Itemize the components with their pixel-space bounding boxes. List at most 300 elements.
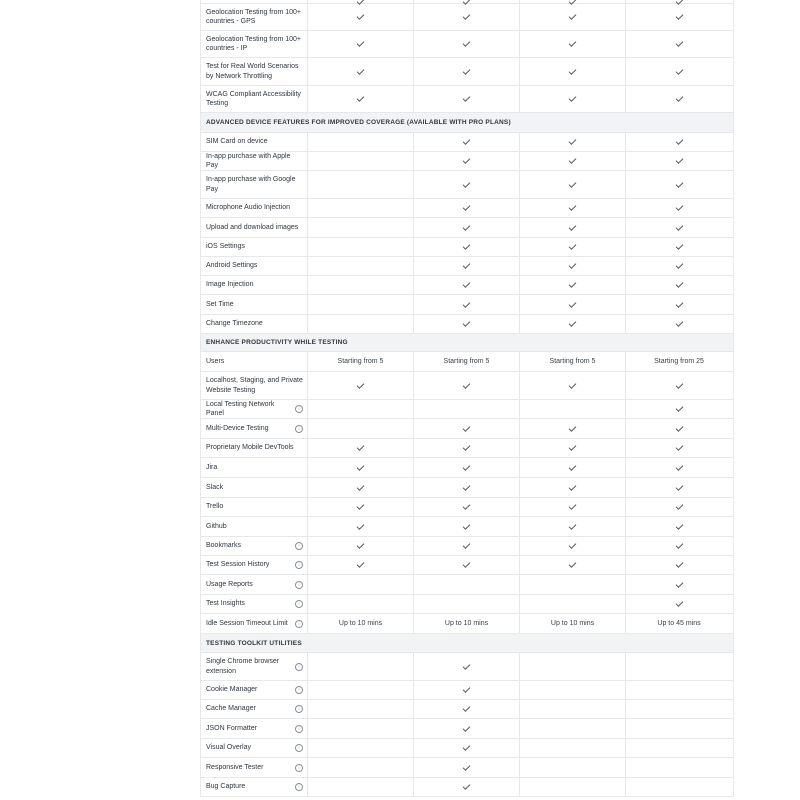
info-icon[interactable]: i bbox=[295, 561, 303, 569]
plan-cell-4 bbox=[626, 315, 732, 333]
check-icon bbox=[675, 541, 683, 549]
feature-label: Local Testing Network Panel bbox=[206, 400, 275, 417]
check-icon bbox=[675, 580, 683, 588]
check-icon bbox=[569, 261, 577, 269]
plan-cell-1 bbox=[308, 295, 414, 314]
check-icon bbox=[675, 443, 683, 451]
check-icon bbox=[463, 67, 471, 75]
plan-cell-1 bbox=[308, 478, 414, 497]
check-icon bbox=[675, 404, 683, 412]
plan-cell-1 bbox=[308, 199, 414, 217]
plan-cell-4 bbox=[626, 595, 732, 613]
table-row bbox=[201, 719, 733, 739]
table-row bbox=[201, 133, 733, 152]
plan-cell-4 bbox=[626, 419, 732, 438]
feature-label-cell bbox=[201, 778, 308, 796]
section-header: ADVANCED DEVICE FEATURES FOR IMPROVED COVERAGE (AVAILABLE WITH PRO PLANS) bbox=[201, 113, 733, 133]
info-icon[interactable]: i bbox=[295, 705, 303, 713]
plan-cell-3 bbox=[520, 681, 626, 699]
check-icon bbox=[569, 137, 577, 145]
check-icon bbox=[569, 39, 577, 47]
check-icon bbox=[569, 541, 577, 549]
plan-cell-4 bbox=[626, 4, 732, 30]
plan-cell-1 bbox=[308, 498, 414, 516]
table-row bbox=[201, 218, 733, 238]
feature-label: Multi-Device Testing bbox=[206, 424, 269, 432]
plan-cell-4 bbox=[626, 86, 732, 112]
table-row bbox=[201, 4, 733, 31]
plan-cell-2 bbox=[414, 295, 520, 314]
plan-cell-2 bbox=[414, 419, 520, 438]
plan-cell-4 bbox=[626, 575, 732, 594]
plan-cell-1 bbox=[308, 653, 414, 680]
check-icon bbox=[569, 280, 577, 288]
plan-cell-2 bbox=[414, 575, 520, 594]
check-icon bbox=[675, 261, 683, 269]
check-icon bbox=[569, 67, 577, 75]
plan-cell-4 bbox=[626, 537, 732, 555]
check-icon bbox=[675, 381, 683, 389]
check-icon bbox=[569, 522, 577, 530]
check-icon bbox=[675, 463, 683, 471]
check-icon bbox=[569, 443, 577, 451]
plan-cell-1 bbox=[308, 372, 414, 399]
check-icon bbox=[463, 443, 471, 451]
plan-cell-3 bbox=[520, 739, 626, 757]
plan-cell-2 bbox=[414, 133, 520, 151]
plan-cell-3 bbox=[520, 653, 626, 680]
check-icon bbox=[357, 12, 365, 20]
plan-value: Starting from 5 bbox=[337, 358, 384, 365]
plan-cell-4 bbox=[626, 58, 732, 85]
plan-cell-3 bbox=[520, 199, 626, 217]
plan-cell-1 bbox=[308, 31, 414, 57]
table-row bbox=[201, 614, 733, 634]
plan-cell-2 bbox=[414, 86, 520, 112]
check-icon bbox=[357, 381, 365, 389]
feature-label: Test Session History bbox=[206, 561, 270, 569]
info-icon[interactable]: i bbox=[295, 405, 303, 413]
feature-label: JSON Formatter bbox=[206, 724, 257, 732]
plan-cell-1 bbox=[308, 517, 414, 536]
check-icon bbox=[357, 541, 365, 549]
check-icon bbox=[675, 424, 683, 432]
feature-label-cell bbox=[201, 419, 308, 438]
check-icon bbox=[463, 180, 471, 188]
plan-cell-4 bbox=[626, 458, 732, 477]
feature-label: Trello bbox=[206, 503, 224, 511]
plan-cell-1 bbox=[308, 419, 414, 438]
plan-cell-1 bbox=[308, 86, 414, 112]
check-icon bbox=[463, 560, 471, 568]
plan-cell-1 bbox=[308, 537, 414, 555]
plan-cell-1 bbox=[308, 315, 414, 333]
plan-cell-1 bbox=[308, 58, 414, 85]
check-icon bbox=[675, 280, 683, 288]
plan-cell-2 bbox=[414, 700, 520, 718]
plan-cell-1 bbox=[308, 778, 414, 796]
feature-comparison-table bbox=[200, 0, 734, 797]
plan-value: Up to 10 mins bbox=[338, 620, 383, 627]
plan-cell-4 bbox=[626, 614, 732, 633]
plan-cell-2 bbox=[414, 537, 520, 555]
plan-cell-4 bbox=[626, 498, 732, 516]
check-icon bbox=[569, 156, 577, 164]
check-icon bbox=[463, 223, 471, 231]
check-icon bbox=[463, 242, 471, 250]
check-icon bbox=[675, 67, 683, 75]
plan-cell-1 bbox=[308, 238, 414, 256]
check-icon bbox=[357, 483, 365, 491]
table-row bbox=[201, 31, 733, 58]
feature-label-cell bbox=[201, 439, 308, 457]
feature-label: Cache Manager bbox=[206, 705, 256, 713]
check-icon bbox=[463, 300, 471, 308]
check-icon bbox=[675, 560, 683, 568]
feature-label-cell bbox=[201, 739, 308, 757]
plan-cell-2 bbox=[414, 778, 520, 796]
check-icon bbox=[569, 502, 577, 510]
plan-cell-2 bbox=[414, 556, 520, 574]
plan-cell-1 bbox=[308, 458, 414, 477]
plan-cell-4 bbox=[626, 778, 732, 796]
plan-cell-2 bbox=[414, 199, 520, 217]
feature-label-cell bbox=[201, 575, 308, 594]
feature-label-cell bbox=[201, 517, 308, 536]
feature-label-cell bbox=[201, 352, 308, 371]
table-row bbox=[201, 419, 733, 439]
feature-label: Bookmarks bbox=[206, 542, 242, 550]
plan-cell-1 bbox=[308, 0, 414, 3]
check-icon bbox=[463, 261, 471, 269]
feature-label: Github bbox=[206, 522, 227, 530]
table-row bbox=[201, 439, 733, 458]
plan-cell-2 bbox=[414, 315, 520, 333]
table-row bbox=[201, 758, 733, 778]
plan-cell-1 bbox=[308, 218, 414, 237]
plan-cell-3 bbox=[520, 276, 626, 294]
plan-cell-3 bbox=[520, 257, 626, 275]
plan-cell-3 bbox=[520, 778, 626, 796]
info-icon[interactable]: i bbox=[295, 686, 303, 694]
plan-cell-2 bbox=[414, 400, 520, 418]
check-icon bbox=[463, 39, 471, 47]
plan-cell-3 bbox=[520, 758, 626, 777]
check-icon bbox=[463, 94, 471, 102]
info-icon[interactable]: i bbox=[295, 783, 303, 791]
check-icon bbox=[569, 223, 577, 231]
plan-cell-4 bbox=[626, 758, 732, 777]
info-icon[interactable]: i bbox=[295, 725, 303, 733]
feature-label-cell bbox=[201, 171, 308, 198]
plan-cell-1 bbox=[308, 439, 414, 457]
plan-cell-2 bbox=[414, 719, 520, 738]
plan-cell-1 bbox=[308, 171, 414, 198]
plan-cell-3 bbox=[520, 372, 626, 399]
info-icon[interactable]: i bbox=[295, 744, 303, 752]
plan-cell-4 bbox=[626, 517, 732, 536]
check-icon bbox=[569, 203, 577, 211]
table-row bbox=[201, 199, 733, 218]
plan-cell-4 bbox=[626, 257, 732, 275]
table-row bbox=[201, 478, 733, 498]
plan-cell-3 bbox=[520, 517, 626, 536]
check-icon bbox=[357, 522, 365, 530]
check-icon bbox=[463, 522, 471, 530]
plan-cell-2 bbox=[414, 758, 520, 777]
plan-cell-3 bbox=[520, 86, 626, 112]
check-icon bbox=[463, 662, 471, 670]
plan-cell-2 bbox=[414, 238, 520, 256]
table-row bbox=[201, 739, 733, 758]
check-icon bbox=[569, 560, 577, 568]
feature-label: Image Injection bbox=[206, 281, 254, 289]
feature-label-cell bbox=[201, 498, 308, 516]
check-icon bbox=[463, 763, 471, 771]
feature-label-cell bbox=[201, 58, 308, 85]
check-icon bbox=[675, 137, 683, 145]
plan-cell-4 bbox=[626, 352, 732, 371]
plan-cell-3 bbox=[520, 171, 626, 198]
check-icon bbox=[463, 782, 471, 790]
section-header: TESTING TOOLKIT UTILITIES bbox=[201, 634, 733, 653]
plan-cell-2 bbox=[414, 478, 520, 497]
plan-cell-2 bbox=[414, 352, 520, 371]
plan-cell-3 bbox=[520, 400, 626, 418]
check-icon bbox=[569, 319, 577, 327]
plan-cell-4 bbox=[626, 719, 732, 738]
check-icon bbox=[675, 242, 683, 250]
plan-cell-3 bbox=[520, 478, 626, 497]
plan-cell-4 bbox=[626, 681, 732, 699]
plan-cell-1 bbox=[308, 133, 414, 151]
plan-cell-2 bbox=[414, 276, 520, 294]
table-row bbox=[201, 575, 733, 595]
plan-cell-3 bbox=[520, 295, 626, 314]
plan-cell-3 bbox=[520, 537, 626, 555]
plan-cell-2 bbox=[414, 171, 520, 198]
plan-cell-2 bbox=[414, 439, 520, 457]
check-icon bbox=[675, 223, 683, 231]
section-header: ENHANCE PRODUCTIVITY WHILE TESTING bbox=[201, 334, 733, 352]
plan-cell-4 bbox=[626, 653, 732, 680]
feature-label: Visual Overlay bbox=[206, 744, 252, 752]
info-icon[interactable]: i bbox=[295, 620, 303, 628]
plan-cell-4 bbox=[626, 400, 732, 418]
plan-cell-2 bbox=[414, 614, 520, 633]
plan-cell-4 bbox=[626, 439, 732, 457]
feature-label: Jira bbox=[206, 463, 218, 471]
check-icon bbox=[463, 156, 471, 164]
info-icon[interactable]: i bbox=[295, 600, 303, 608]
check-icon bbox=[569, 463, 577, 471]
check-icon bbox=[675, 522, 683, 530]
plan-cell-2 bbox=[414, 681, 520, 699]
plan-cell-4 bbox=[626, 276, 732, 294]
plan-cell-3 bbox=[520, 719, 626, 738]
plan-cell-4 bbox=[626, 199, 732, 217]
feature-label-cell bbox=[201, 31, 308, 57]
plan-cell-2 bbox=[414, 739, 520, 757]
plan-cell-3 bbox=[520, 58, 626, 85]
table-row bbox=[201, 595, 733, 614]
feature-label-cell bbox=[201, 152, 308, 170]
plan-cell-3 bbox=[520, 556, 626, 574]
info-icon[interactable]: i bbox=[295, 663, 303, 671]
plan-cell-2 bbox=[414, 218, 520, 237]
feature-label-cell bbox=[201, 295, 308, 314]
table-row bbox=[201, 58, 733, 86]
check-icon bbox=[357, 560, 365, 568]
check-icon bbox=[675, 483, 683, 491]
table-row bbox=[201, 517, 733, 537]
table-row bbox=[201, 556, 733, 575]
check-icon bbox=[357, 67, 365, 75]
feature-label-cell bbox=[201, 458, 308, 477]
check-icon bbox=[569, 12, 577, 20]
table-row bbox=[201, 257, 733, 276]
check-icon bbox=[675, 180, 683, 188]
plan-cell-3 bbox=[520, 352, 626, 371]
check-icon bbox=[463, 704, 471, 712]
check-icon bbox=[463, 424, 471, 432]
check-icon bbox=[357, 39, 365, 47]
check-icon bbox=[463, 502, 471, 510]
feature-label: Slack bbox=[206, 483, 224, 491]
plan-cell-1 bbox=[308, 758, 414, 777]
feature-label: Upload and download images bbox=[206, 223, 299, 231]
table-row bbox=[201, 400, 733, 419]
plan-cell-4 bbox=[626, 478, 732, 497]
feature-label: Localhost, Staging, and Private Website Testing bbox=[206, 377, 303, 394]
check-icon bbox=[463, 137, 471, 145]
check-icon bbox=[463, 541, 471, 549]
info-icon[interactable]: i bbox=[295, 542, 303, 550]
check-icon bbox=[675, 12, 683, 20]
table-row bbox=[201, 778, 733, 797]
check-icon bbox=[569, 180, 577, 188]
plan-cell-1 bbox=[308, 276, 414, 294]
check-icon bbox=[569, 300, 577, 308]
table-row bbox=[201, 537, 733, 556]
table-row bbox=[201, 372, 733, 400]
feature-label-cell bbox=[201, 537, 308, 555]
plan-cell-4 bbox=[626, 0, 732, 3]
table-row bbox=[201, 238, 733, 257]
plan-cell-2 bbox=[414, 498, 520, 516]
table-row bbox=[201, 315, 733, 334]
feature-label: Android Settings bbox=[206, 262, 258, 270]
plan-cell-2 bbox=[414, 517, 520, 536]
plan-cell-2 bbox=[414, 257, 520, 275]
plan-cell-3 bbox=[520, 4, 626, 30]
feature-label: iOS Settings bbox=[206, 243, 245, 251]
plan-cell-1 bbox=[308, 4, 414, 30]
table-row bbox=[201, 276, 733, 295]
feature-label-cell bbox=[201, 614, 308, 633]
feature-label-cell bbox=[201, 719, 308, 738]
plan-value: Up to 10 mins bbox=[550, 620, 595, 627]
plan-cell-3 bbox=[520, 458, 626, 477]
plan-cell-1 bbox=[308, 400, 414, 418]
table-row bbox=[201, 653, 733, 681]
check-icon bbox=[569, 242, 577, 250]
feature-label: Geolocation Testing from 100+ countries - IP bbox=[206, 35, 302, 52]
feature-label: WCAG Compliant Accessibility Testing bbox=[206, 90, 301, 107]
table-row bbox=[201, 352, 733, 372]
feature-label-cell bbox=[201, 315, 308, 333]
check-icon bbox=[569, 94, 577, 102]
plan-cell-3 bbox=[520, 218, 626, 237]
table-row bbox=[201, 498, 733, 517]
plan-cell-3 bbox=[520, 31, 626, 57]
plan-cell-1 bbox=[308, 739, 414, 757]
feature-label: Microphone Audio Injection bbox=[206, 204, 291, 212]
check-icon bbox=[463, 381, 471, 389]
plan-cell-4 bbox=[626, 739, 732, 757]
feature-label: Test Insights bbox=[206, 600, 245, 608]
info-icon[interactable]: i bbox=[295, 425, 303, 433]
check-icon bbox=[569, 381, 577, 389]
check-icon bbox=[357, 443, 365, 451]
feature-label: Change Timezone bbox=[206, 320, 263, 328]
plan-cell-4 bbox=[626, 295, 732, 314]
plan-cell-3 bbox=[520, 595, 626, 613]
plan-cell-4 bbox=[626, 133, 732, 151]
plan-cell-4 bbox=[626, 700, 732, 718]
check-icon bbox=[675, 502, 683, 510]
plan-cell-4 bbox=[626, 152, 732, 170]
feature-label-cell bbox=[201, 400, 308, 418]
plan-cell-4 bbox=[626, 238, 732, 256]
plan-cell-2 bbox=[414, 152, 520, 170]
info-icon[interactable]: i bbox=[295, 764, 303, 772]
check-icon bbox=[357, 94, 365, 102]
check-icon bbox=[463, 685, 471, 693]
check-icon bbox=[357, 502, 365, 510]
table-row bbox=[201, 700, 733, 719]
plan-value: Up to 45 mins bbox=[657, 620, 701, 627]
plan-cell-4 bbox=[626, 171, 732, 198]
plan-cell-2 bbox=[414, 653, 520, 680]
feature-label-cell bbox=[201, 758, 308, 777]
feature-label-cell bbox=[201, 700, 308, 718]
check-icon bbox=[675, 300, 683, 308]
info-icon[interactable]: i bbox=[295, 581, 303, 589]
plan-cell-1 bbox=[308, 681, 414, 699]
plan-cell-2 bbox=[414, 31, 520, 57]
plan-cell-1 bbox=[308, 556, 414, 574]
check-icon bbox=[675, 39, 683, 47]
plan-cell-1 bbox=[308, 719, 414, 738]
feature-label-cell bbox=[201, 276, 308, 294]
feature-label: Geolocation Testing from 100+ countries - GPS bbox=[206, 8, 302, 25]
table-row bbox=[201, 171, 733, 199]
feature-label-cell bbox=[201, 86, 308, 112]
plan-value: Up to 10 mins bbox=[444, 620, 489, 627]
check-icon bbox=[463, 280, 471, 288]
feature-label: Single Chrome browser extension bbox=[206, 658, 280, 675]
plan-value: Starting from 5 bbox=[549, 358, 596, 365]
feature-label: Proprietary Mobile DevTools bbox=[206, 444, 294, 452]
plan-cell-3 bbox=[520, 419, 626, 438]
plan-cell-1 bbox=[308, 614, 414, 633]
plan-cell-4 bbox=[626, 31, 732, 57]
plan-cell-2 bbox=[414, 0, 520, 3]
feature-label: Idle Session Timeout Limit bbox=[206, 619, 288, 627]
plan-value: Starting from 25 bbox=[654, 358, 704, 365]
feature-label-cell bbox=[201, 133, 308, 151]
